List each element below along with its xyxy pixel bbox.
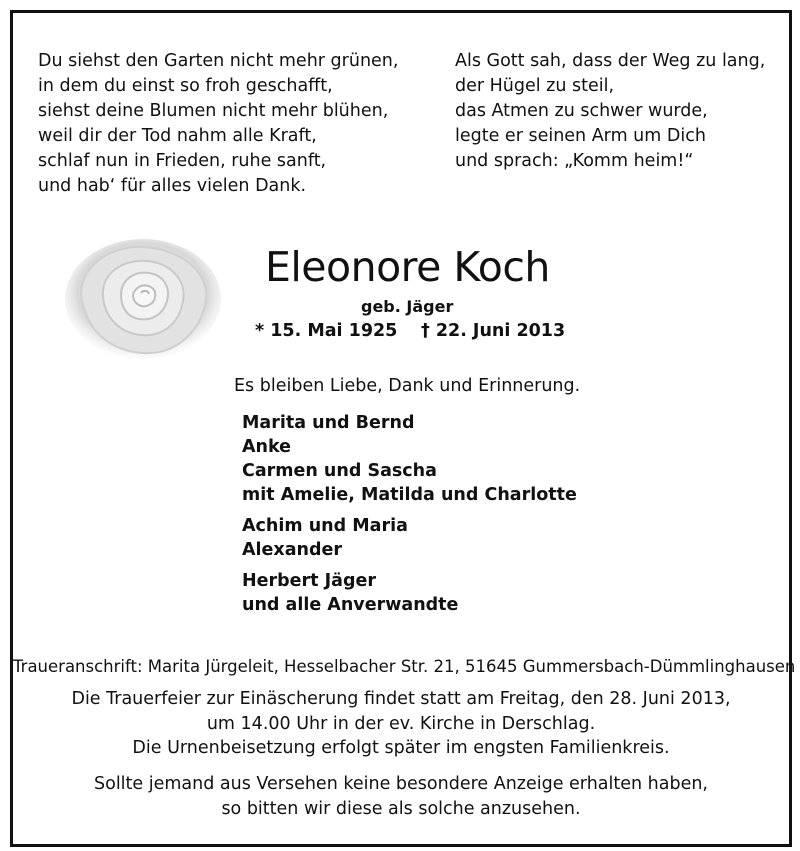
rose-icon — [63, 235, 223, 363]
ceremony-line: Die Trauerfeier zur Einäscherung findet statt am Freitag, den 28. Juni 2013, — [71, 689, 731, 709]
poem-line: Du siehst den Garten nicht mehr grünen, — [38, 51, 399, 71]
poem-line: legte er seinen Arm um Dich — [455, 126, 706, 146]
ceremony-line: Die Urnenbeisetzung erfolgt später im engsten Familienkreis. — [132, 738, 670, 758]
ceremony-line: um 14.00 Uhr in der ev. Kirche in Derschlag. — [206, 713, 596, 734]
death-date: † 22. Juni 2013 — [421, 321, 566, 341]
mourner-group — [242, 514, 577, 562]
poem-line: Als Gott sah, dass der Weg zu lang, — [455, 51, 766, 71]
mourner-name: Marita und Bernd — [242, 413, 415, 433]
birth-name: geb. Jäger — [361, 297, 454, 316]
mourner-name: mit Amelie, Matilda und Charlotte — [242, 485, 577, 505]
poem-line: und sprach: „Komm heim!“ — [455, 151, 694, 171]
mourner-name: Herbert Jäger — [242, 571, 376, 591]
poem-line: das Atmen zu schwer wurde, — [455, 101, 708, 121]
closing-line: Es bleiben Liebe, Dank und Erinnerung. — [234, 376, 581, 396]
poem-line: in dem du einst so froh geschafft, — [38, 76, 333, 96]
mourner-name: Anke — [242, 437, 292, 457]
poem-line: siehst deine Blumen nicht mehr blühen, — [38, 101, 389, 121]
mourner-name: Achim und Maria — [242, 516, 408, 536]
poem-left — [38, 49, 398, 199]
ceremony-info — [13, 687, 789, 761]
mourner-group — [242, 411, 577, 507]
deceased-name: Eleonore Koch — [265, 243, 550, 291]
poem-line: und hab‘ für alles vielen Dank. — [38, 176, 307, 196]
poem-line: weil dir der Tod nahm alle Kraft, — [38, 126, 317, 146]
birth-date: * 15. Mai 1925 — [255, 321, 398, 341]
notice-line: so bitten wir diese als solche anzusehen. — [221, 799, 581, 819]
notice-line: Sollte jemand aus Versehen keine besondere Anzeige erhalten haben, — [94, 774, 708, 794]
poem-right — [455, 49, 765, 174]
obituary-frame — [10, 10, 796, 847]
mourner-name: Carmen und Sascha — [242, 461, 437, 481]
poem-line: schlaf nun in Frieden, ruhe sanft, — [38, 151, 327, 171]
mourner-name: Alexander — [242, 540, 342, 560]
mourners-list — [242, 411, 577, 624]
poem-line: der Hügel zu steil, — [455, 76, 615, 96]
notice-text — [13, 772, 789, 822]
mourning-address: Traueranschrift: Marita Jürgeleit, Hesselbacher Str. 21, 51645 Gummersbach-Dümmlinghausen — [13, 657, 796, 676]
mourner-group — [242, 569, 577, 617]
mourner-name: und alle Anverwandte — [242, 595, 459, 615]
